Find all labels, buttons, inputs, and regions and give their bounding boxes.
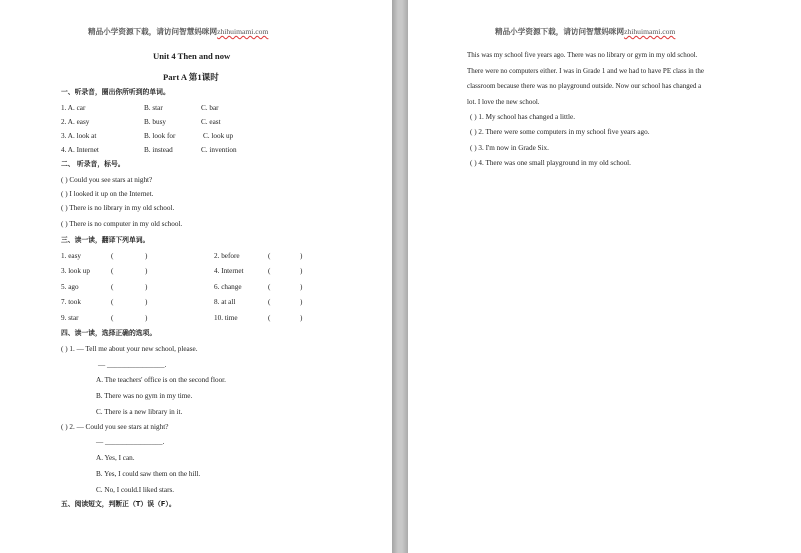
section-1-title: 一、听录音，圈出你所听到的单词。 — [61, 88, 170, 96]
answer-blank: — ________________. — [98, 361, 167, 369]
page-header — [88, 27, 268, 36]
vocab-item: 4. Internet — [214, 267, 244, 275]
paren-close: ) — [145, 283, 148, 291]
s1-option: C. look up — [203, 132, 234, 140]
q2-option: C. No, I could.I liked stars. — [96, 486, 175, 494]
vocab-item: 3. look up — [61, 267, 90, 275]
answer-blank: — ________________. — [96, 438, 165, 446]
page-gap-shadow — [402, 0, 408, 553]
paren-open: ( — [268, 267, 271, 275]
paren-open: ( — [111, 314, 114, 322]
passage-line: This was my school five years ago. There was no library or gym in my old school. — [467, 51, 698, 59]
s1-option: 1. A. car — [61, 104, 86, 112]
judgement-item: ( ) 3. I'm now in Grade Six. — [470, 144, 549, 152]
paren-close: ) — [145, 314, 148, 322]
vocab-item: 9. star — [61, 314, 79, 322]
paren-close: ) — [300, 314, 303, 322]
q1-option: A. The teachers' office is on the second floor. — [96, 376, 226, 384]
header-site-link[interactable]: zhihuimami.com — [624, 27, 676, 36]
worksheet-page-right — [408, 0, 801, 553]
s1-option: C. invention — [201, 146, 237, 154]
section-5-title: 五、阅读短文，判断正（T）误（F）。 — [61, 500, 176, 508]
paren-open: ( — [268, 283, 271, 291]
judgement-item: ( ) 2. There were some computers in my school five years ago. — [470, 128, 650, 136]
paren-close: ) — [145, 252, 148, 260]
q1-option: C. There is a new library in it. — [96, 408, 183, 416]
question-1-prompt: ( ) 1. — Tell me about your new school, please. — [61, 345, 198, 353]
vocab-item: 7. took — [61, 298, 81, 306]
s1-option: 2. A. easy — [61, 118, 90, 126]
paren-open: ( — [111, 267, 114, 275]
s1-option: 4. A. Internet — [61, 146, 99, 154]
unit-title: Unit 4 Then and now — [153, 51, 231, 61]
s1-option: B. look for — [144, 132, 176, 140]
paren-close: ) — [145, 267, 148, 275]
paren-open: ( — [268, 298, 271, 306]
s1-option: C. east — [201, 118, 221, 126]
q1-option: B. There was no gym in my time. — [96, 392, 193, 400]
header-site-link[interactable]: zhihuimami.com — [217, 27, 269, 36]
vocab-item: 8. at all — [214, 298, 236, 306]
vocab-item: 5. ago — [61, 283, 79, 291]
question-2-prompt: ( ) 2. — Could you see stars at night? — [61, 423, 169, 431]
s1-option: B. star — [144, 104, 163, 112]
page-header — [495, 27, 675, 36]
section-4-title: 四、读一读，选择正确的选项。 — [61, 329, 157, 337]
s1-option: C. bar — [201, 104, 219, 112]
worksheet-page-left — [0, 0, 392, 553]
paren-close: ) — [300, 252, 303, 260]
judgement-item: ( ) 4. There was one small playground in my old school. — [470, 159, 631, 167]
paren-open: ( — [268, 314, 271, 322]
q2-option: A. Yes, I can. — [96, 454, 135, 462]
vocab-item: 2. before — [214, 252, 240, 260]
s2-item: ( ) There is no library in my old school. — [61, 204, 175, 212]
header-text: 精品小学资源下载，请访问智慧妈咪网 — [495, 27, 625, 36]
s1-option: B. instead — [144, 146, 173, 154]
part-title: Part A 第1课时 — [163, 72, 219, 82]
section-3-title: 三、读一读，翻译下列单词。 — [61, 236, 150, 244]
paren-open: ( — [111, 283, 114, 291]
vocab-item: 1. easy — [61, 252, 81, 260]
passage-line: classroom because there was no playground outside. Now our school has changed a — [467, 82, 702, 90]
paren-open: ( — [111, 298, 114, 306]
s1-option: 3. A. look at — [61, 132, 97, 140]
q2-option: B. Yes, I could saw them on the hill. — [96, 470, 201, 478]
s2-item: ( ) There is no computer in my old school. — [61, 220, 183, 228]
judgement-item: ( ) 1. My school has changed a little. — [470, 113, 575, 121]
page-gap-shadow — [392, 0, 398, 553]
passage-line: lot. I love the new school. — [467, 98, 540, 106]
paren-close: ) — [300, 298, 303, 306]
s2-item: ( ) I looked it up on the Internet. — [61, 190, 154, 198]
paren-open: ( — [268, 252, 271, 260]
paren-open: ( — [111, 252, 114, 260]
vocab-item: 6. change — [214, 283, 242, 291]
paren-close: ) — [300, 267, 303, 275]
passage-line: There were no computers either. I was in Grade 1 and we had to have PE class in the — [467, 67, 704, 75]
vocab-item: 10. time — [214, 314, 238, 322]
s2-item: ( ) Could you see stars at night? — [61, 176, 153, 184]
paren-close: ) — [300, 283, 303, 291]
s1-option: B. busy — [144, 118, 166, 126]
section-2-title: 二、 听录音，标号。 — [61, 160, 125, 168]
paren-close: ) — [145, 298, 148, 306]
header-text: 精品小学资源下载，请访问智慧妈咪网 — [88, 27, 218, 36]
